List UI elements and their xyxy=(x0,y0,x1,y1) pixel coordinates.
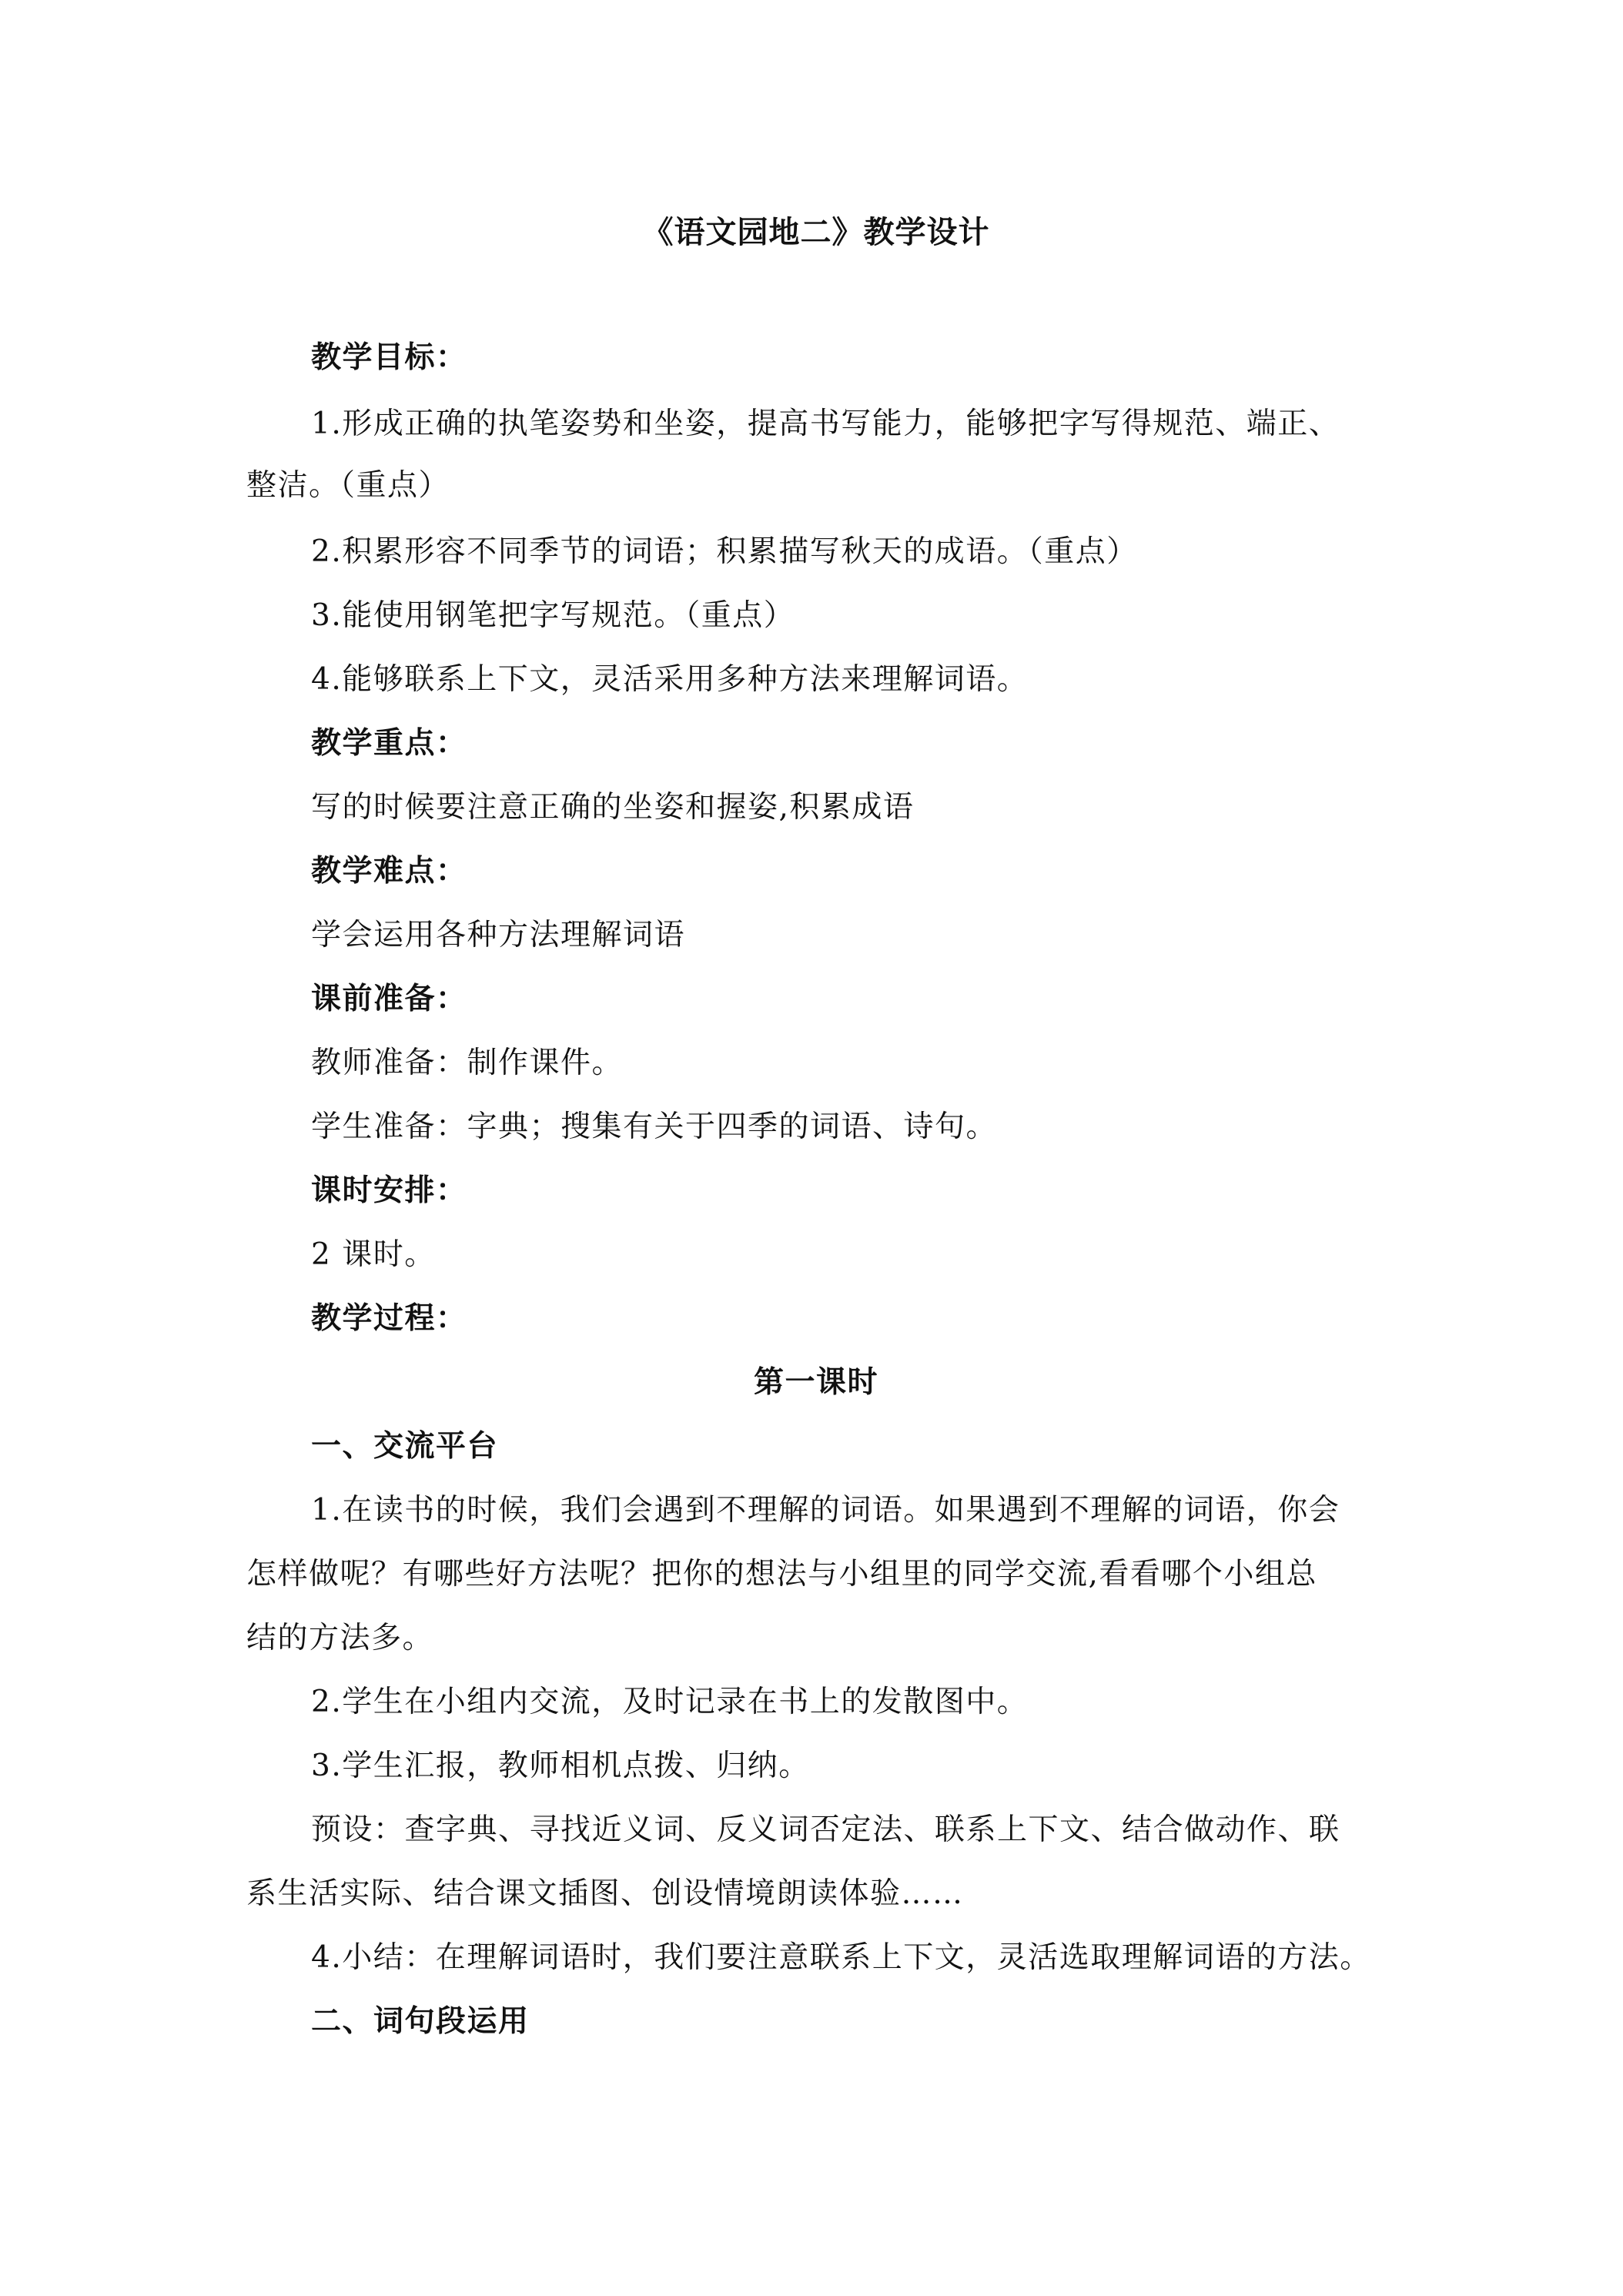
key-points-heading: 教学重点： xyxy=(311,726,467,761)
section-1-p3: 3.学生汇报，教师相机点拨、归纳。 xyxy=(311,1749,810,1783)
objective-3: 3.能使用钢笔把字写规范。（重点） xyxy=(311,598,795,633)
teacher-preparation: 教师准备：制作课件。 xyxy=(311,1046,624,1080)
difficulties-text: 学会运用各种方法理解词语 xyxy=(311,918,686,952)
section-1-p2: 2.学生在小组内交流，及时记录在书上的发散图中。 xyxy=(311,1685,1029,1719)
section-1-p1-line2: 怎样做呢？有哪些好方法呢？把你的想法与小组里的同学交流,看看哪个小组总 xyxy=(246,1557,1317,1591)
objective-4: 4.能够联系上下文，灵活采用多种方法来理解词语。 xyxy=(311,662,1029,697)
objective-1-line2: 整洁。（重点） xyxy=(246,468,450,503)
difficulties-heading: 教学难点： xyxy=(311,854,467,889)
lesson-1-title: 第一课时 xyxy=(753,1365,878,1400)
objective-2: 2.积累形容不同季节的词语；积累描写秋天的成语。（重点） xyxy=(311,534,1138,569)
section-1-p4: 4.小结：在理解词语时，我们要注意联系上下文，灵活选取理解词语的方法。 xyxy=(311,1940,1371,1975)
section-1-p1-line1: 1.在读书的时候，我们会遇到不理解的词语。如果遇到不理解的词语，你会 xyxy=(311,1493,1340,1528)
section-2-heading: 二、词句段运用 xyxy=(311,2004,530,2039)
document-title: 《语文园地二》教学设计 xyxy=(642,215,990,250)
section-1-preset-line1: 预设：查字典、寻找近义词、反义词否定法、联系上下文、结合做动作、联 xyxy=(311,1812,1340,1847)
student-preparation: 学生准备：字典；搜集有关于四季的词语、诗句。 xyxy=(311,1110,998,1144)
process-heading: 教学过程： xyxy=(311,1301,467,1336)
key-points-text: 写的时候要注意正确的坐姿和握姿,积累成语 xyxy=(311,790,915,825)
objective-1-line1: 1.形成正确的执笔姿势和坐姿，提高书写能力，能够把字写得规范、端正、 xyxy=(311,407,1340,441)
section-1-preset-line2: 系生活实际、结合课文插图、创设情境朗读体验…… xyxy=(246,1876,964,1911)
section-1-p1-line3: 结的方法多。 xyxy=(246,1621,434,1655)
preparation-heading: 课前准备： xyxy=(311,982,467,1016)
section-1-heading: 一、交流平台 xyxy=(311,1429,499,1464)
schedule-heading: 课时安排： xyxy=(311,1173,467,1208)
objectives-heading: 教学目标： xyxy=(311,340,467,375)
schedule-text: 2 课时。 xyxy=(311,1237,436,1272)
